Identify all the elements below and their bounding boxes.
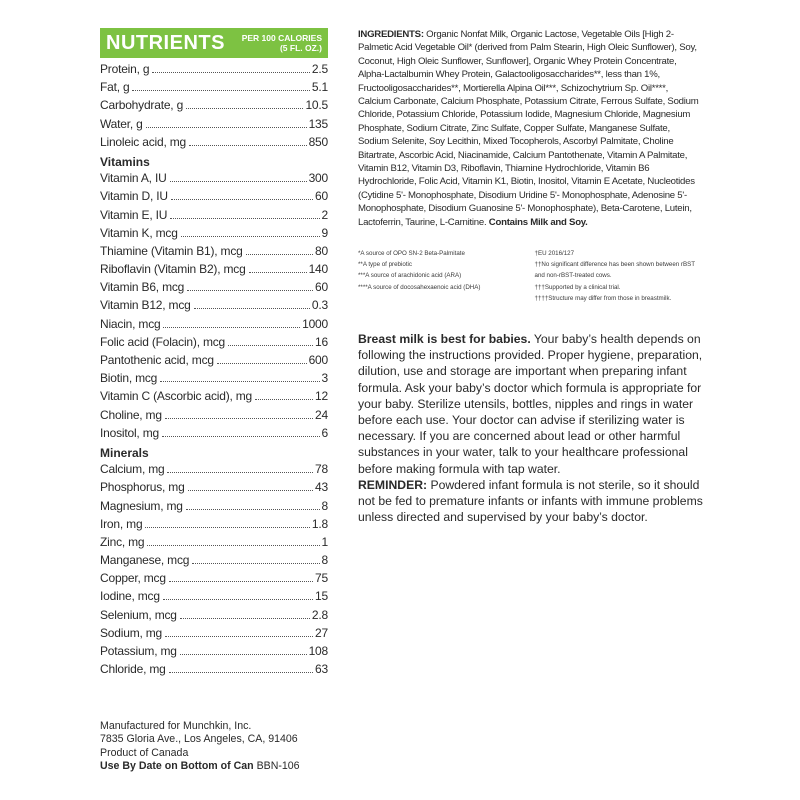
- nutrient-row: [100, 589, 328, 607]
- nutrient-value: 2.5: [311, 62, 328, 76]
- nutrient-value: 850: [308, 134, 328, 149]
- footnotes: [358, 248, 703, 304]
- use-by-line: [100, 760, 360, 773]
- nutrient-label: Sodium, mg: [100, 625, 163, 640]
- use-by-label: Use By Date on Bottom of Can: [100, 760, 254, 773]
- nutrient-row: [100, 226, 328, 244]
- breast-milk-body: Your baby’s health depends on following the instructions provided. Proper hygiene, preparation, dilution, use and storage are important when preparing infant formula. Ask your baby’s doctor which formula is appropriate for your baby. Sterilize utensils, bottles, nipples and rings in water before each use. Your doctor can advise if sterilizing water is necessary. If you are concerned about lead or other harmful substances in your water, talk to your healthcare professional before making formula with tap water.: [358, 332, 703, 476]
- nutrient-label: Vitamin A, IU: [100, 171, 167, 186]
- nutrient-value: 300: [308, 171, 328, 186]
- nutrient-label: Choline, mg: [100, 407, 162, 422]
- nutrient-value: 16: [315, 334, 328, 349]
- nutrient-value: 0.3: [311, 298, 328, 313]
- nutrients-header: [100, 28, 328, 58]
- nutrient-value: 108: [308, 644, 328, 658]
- nutrient-label: Magnesium, mg: [100, 498, 183, 513]
- footnote: **A type of prebiotic: [358, 261, 413, 269]
- nutrient-value: 6: [321, 425, 328, 440]
- nutrient-value: 12: [315, 389, 328, 404]
- nutrient-label: Vitamin B12, mcg: [100, 298, 191, 313]
- minerals-heading: Minerals: [100, 445, 149, 460]
- nutrient-value: 43: [315, 480, 328, 495]
- breast-milk-intro: Breast milk is best for babies.: [358, 332, 531, 346]
- ingredients-text: Organic Nonfat Milk, Organic Lactose, Vegetable Oils [High 2-Palmetic Acid Vegetable Oil* (derived from Palm Stearin, High Oleic Sunflower), Soy, Coconut, High Oleic Sunflower, Sunflower], Organic Whey Protein Concentrate, Alpha-Lactalbumin Whey Protein, Galactooligosaccharides**, less than 1%, Fructooligosaccharides**, Mortierella Alpina Oil***, Schizochytrium Sp. Oil****, Calcium Carbonate, Calcium Phosphate, Potassium Citrate, Ferrous Sulfate, Sodium Chloride, Potassium Chloride, Potassium Iodide, Magnesium Chloride, Magnesium Phosphate, Sodium Citrate, Zinc Sulfate, Copper Sulfate, Manganese Sulfate, Sodium Selenite, Soy Lecithin, Mixed Tocopherols, Ascorbyl Palmitate, Choline Bitartrate, Ascorbic Acid, Niacinamide, Calcium Pantothenate, Vitamin A Palmitate, Vitamin B12, Vitamin D3, Riboflavin, Thiamine Hydrochloride, Vitamin B6 Hydrochloride, Folic Acid, Vitamin K1, Biotin, Inositol, Vitamin E Acetate, Nucleotides (Cytidine 5'- Monophosphate, Disodium Uridine 5'- Monophosphate, Adenosine 5'- Monophosphate, Disodium Guanosine 5'- Monophosphate), Beta-Carotene, Lutein, Lactoferrin, Taurine, L-Carnitine.: [358, 29, 699, 228]
- nutrient-row: [100, 262, 328, 280]
- nutrient-value: 60: [315, 189, 328, 204]
- nutrient-label: Potassium, mg: [100, 644, 177, 658]
- manufacturer-line: Manufactured for Munchkin, Inc.: [100, 720, 252, 732]
- nutrient-row: [100, 480, 328, 498]
- nutrient-value: 1.8: [311, 516, 328, 531]
- nutrient-value: 600: [308, 353, 328, 367]
- nutrient-value: 60: [315, 280, 328, 295]
- nutrient-row: [100, 117, 328, 135]
- nutrient-label: Vitamin C (Ascorbic acid), mg: [100, 389, 253, 404]
- dot-leader: [217, 363, 307, 364]
- nutrient-label: Fat, g: [100, 80, 130, 95]
- footnotes-left: [358, 248, 527, 304]
- nutrient-row: [100, 662, 328, 680]
- dot-leader: [169, 581, 313, 582]
- nutrient-row: [100, 62, 328, 80]
- nutrient-row: [100, 644, 328, 662]
- dot-leader: [255, 399, 313, 400]
- nutrient-row: [100, 426, 328, 444]
- nutrients-per-serving: [242, 33, 322, 53]
- nutrient-label: Folic acid (Folacin), mcg: [100, 334, 226, 349]
- nutrient-value: 3: [321, 371, 328, 386]
- dot-leader: [162, 436, 320, 437]
- footnote: †EU 2016/127: [534, 250, 575, 257]
- nutrient-value: 63: [315, 662, 328, 677]
- nutrient-row: [100, 135, 328, 153]
- nutrient-row: [100, 462, 328, 480]
- nutrient-label: Selenium, mcg: [100, 607, 177, 622]
- nutrient-label: Zinc, mg: [100, 534, 145, 549]
- reminder-label: REMINDER:: [358, 477, 428, 492]
- nutrient-label: Manganese, mcg: [100, 553, 190, 568]
- nutrient-value: 9: [321, 225, 328, 240]
- nutrient-value: 75: [315, 571, 328, 586]
- nutrient-label: Copper, mcg: [100, 571, 166, 586]
- nutrient-value: 5.1: [311, 80, 328, 95]
- nutrient-value: 135: [308, 116, 328, 131]
- dot-leader: [188, 490, 313, 491]
- nutrient-row: [100, 280, 328, 298]
- nutrient-value: 8: [321, 553, 328, 568]
- dot-leader: [187, 290, 313, 291]
- nutrient-row: [100, 353, 328, 371]
- nutrient-label: Carbohydrate, g: [100, 98, 184, 113]
- nutrient-label: Linoleic acid, mg: [100, 134, 186, 149]
- nutrient-label: Water, g: [100, 116, 143, 131]
- nutrient-value: 1: [321, 534, 328, 549]
- dot-leader: [170, 218, 319, 219]
- nutrient-value: 2.8: [311, 607, 328, 622]
- nutrient-value: 8: [321, 498, 328, 513]
- footnote: †††Supported by a clinical trial.: [534, 283, 621, 291]
- vitamins-heading: Vitamins: [100, 154, 150, 169]
- nutrient-row: [100, 553, 328, 571]
- nutrient-list: [100, 62, 328, 680]
- dot-leader: [189, 145, 307, 146]
- nutrient-row: [100, 171, 328, 189]
- reminder-text: Powdered infant formula is not sterile, so it should not be fed to premature infants or infants with immune problems unless directed and supervised by your baby’s doctor.: [358, 477, 703, 525]
- dot-leader: [171, 199, 313, 200]
- nutrient-row: [100, 371, 328, 389]
- dot-leader: [180, 654, 307, 655]
- nutrient-value: 27: [315, 625, 328, 640]
- nutrient-label: Vitamin D, IU: [100, 189, 168, 204]
- footnote: ****A source of docosahexaenoic acid (DHA): [358, 283, 481, 291]
- vitamin-nutrients: [100, 171, 328, 444]
- dot-leader: [186, 108, 303, 109]
- nutrient-row: [100, 244, 328, 262]
- allergen-statement: Contains Milk and Soy.: [488, 216, 588, 228]
- manufacturer-address: 7835 Gloria Ave., Los Angeles, CA, 91406: [100, 733, 298, 746]
- dot-leader: [170, 181, 307, 182]
- nutrient-label: Iodine, mcg: [100, 589, 160, 604]
- dot-leader: [165, 636, 313, 637]
- footnote: ††No significant difference has been shown between rBST and non-rBST-treated cows.: [534, 261, 695, 280]
- manufacturer-info: [100, 720, 360, 774]
- nutrients-panel: [100, 28, 328, 680]
- dot-leader: [146, 127, 307, 128]
- nutrient-label: Iron, mg: [100, 516, 143, 531]
- nutrient-label: Chloride, mg: [100, 662, 166, 677]
- nutrient-row: [100, 335, 328, 353]
- nutrient-row: [100, 189, 328, 207]
- dot-leader: [194, 308, 310, 309]
- dot-leader: [246, 254, 313, 255]
- dot-leader: [167, 472, 313, 473]
- footnote: ***A source of arachidonic acid (ARA): [358, 272, 462, 280]
- nutrient-row: [100, 317, 328, 335]
- nutrient-label: Phosphorus, mg: [100, 480, 185, 495]
- nutrient-row: [100, 389, 328, 407]
- dot-leader: [132, 90, 309, 91]
- product-origin: Product of Canada: [100, 746, 189, 759]
- mineral-nutrients: [100, 462, 328, 680]
- nutrient-row: [100, 608, 328, 626]
- per-serving-line1: PER 100 CALORIES: [241, 33, 322, 43]
- dot-leader: [145, 527, 309, 528]
- dot-leader: [186, 509, 320, 510]
- nutrient-row: [100, 208, 328, 226]
- nutrient-row: [100, 298, 328, 316]
- ingredients-block: [358, 28, 703, 229]
- dot-leader: [163, 599, 313, 600]
- nutrient-label: Niacin, mcg: [100, 316, 161, 331]
- main-nutrients: [100, 62, 328, 153]
- dot-leader: [152, 72, 310, 73]
- per-serving-line2: (5 FL. OZ.): [279, 43, 322, 53]
- nutrient-row: [100, 80, 328, 98]
- nutrient-label: Biotin, mcg: [100, 371, 158, 386]
- nutrient-label: Vitamin B6, mcg: [100, 280, 185, 295]
- dot-leader: [228, 345, 313, 346]
- nutrient-value: 80: [315, 243, 328, 258]
- nutrient-row: [100, 408, 328, 426]
- nutrient-row: [100, 626, 328, 644]
- nutrients-title: NUTRIENTS: [106, 31, 225, 54]
- nutrient-label: Thiamine (Vitamin B1), mcg: [100, 243, 243, 258]
- dot-leader: [180, 618, 310, 619]
- batch-code: BBN-106: [253, 760, 300, 773]
- dot-leader: [147, 545, 319, 546]
- nutrient-row: [100, 98, 328, 116]
- dot-leader: [160, 381, 319, 382]
- dot-leader: [169, 672, 313, 673]
- dot-leader: [181, 236, 320, 237]
- footnote: *A source of OPO SN-2 Beta-Palmitate: [358, 250, 465, 257]
- nutrient-label: Vitamin K, mcg: [100, 225, 178, 240]
- nutrient-label: Calcium, mg: [100, 462, 165, 477]
- nutrient-value: 1000: [302, 316, 328, 331]
- nutrient-row: [100, 571, 328, 589]
- nutrient-row: [100, 499, 328, 517]
- ingredients-heading: INGREDIENTS:: [358, 29, 424, 40]
- nutrient-value: 10.5: [305, 98, 328, 113]
- footnote: ††††Structure may differ from those in breastmilk.: [534, 294, 672, 302]
- nutrient-value: 78: [315, 462, 328, 477]
- nutrient-value: 140: [308, 262, 328, 277]
- nutrient-label: Pantothenic acid, mcg: [100, 353, 214, 367]
- nutrient-label: Vitamin E, IU: [100, 207, 168, 222]
- nutrient-label: Protein, g: [100, 62, 150, 76]
- nutrient-label: Inositol, mg: [100, 425, 159, 440]
- dot-leader: [192, 563, 319, 564]
- nutrient-value: 24: [315, 407, 328, 422]
- nutrient-label: Riboflavin (Vitamin B2), mcg: [100, 262, 246, 277]
- dot-leader: [165, 418, 313, 419]
- footnotes-right: [527, 248, 704, 304]
- dot-leader: [249, 272, 307, 273]
- breast-milk-statement: [358, 331, 703, 525]
- dot-leader: [163, 327, 300, 328]
- nutrient-value: 2: [321, 207, 328, 222]
- nutrient-value: 15: [315, 589, 328, 604]
- nutrient-row: [100, 535, 328, 553]
- nutrient-row: [100, 517, 328, 535]
